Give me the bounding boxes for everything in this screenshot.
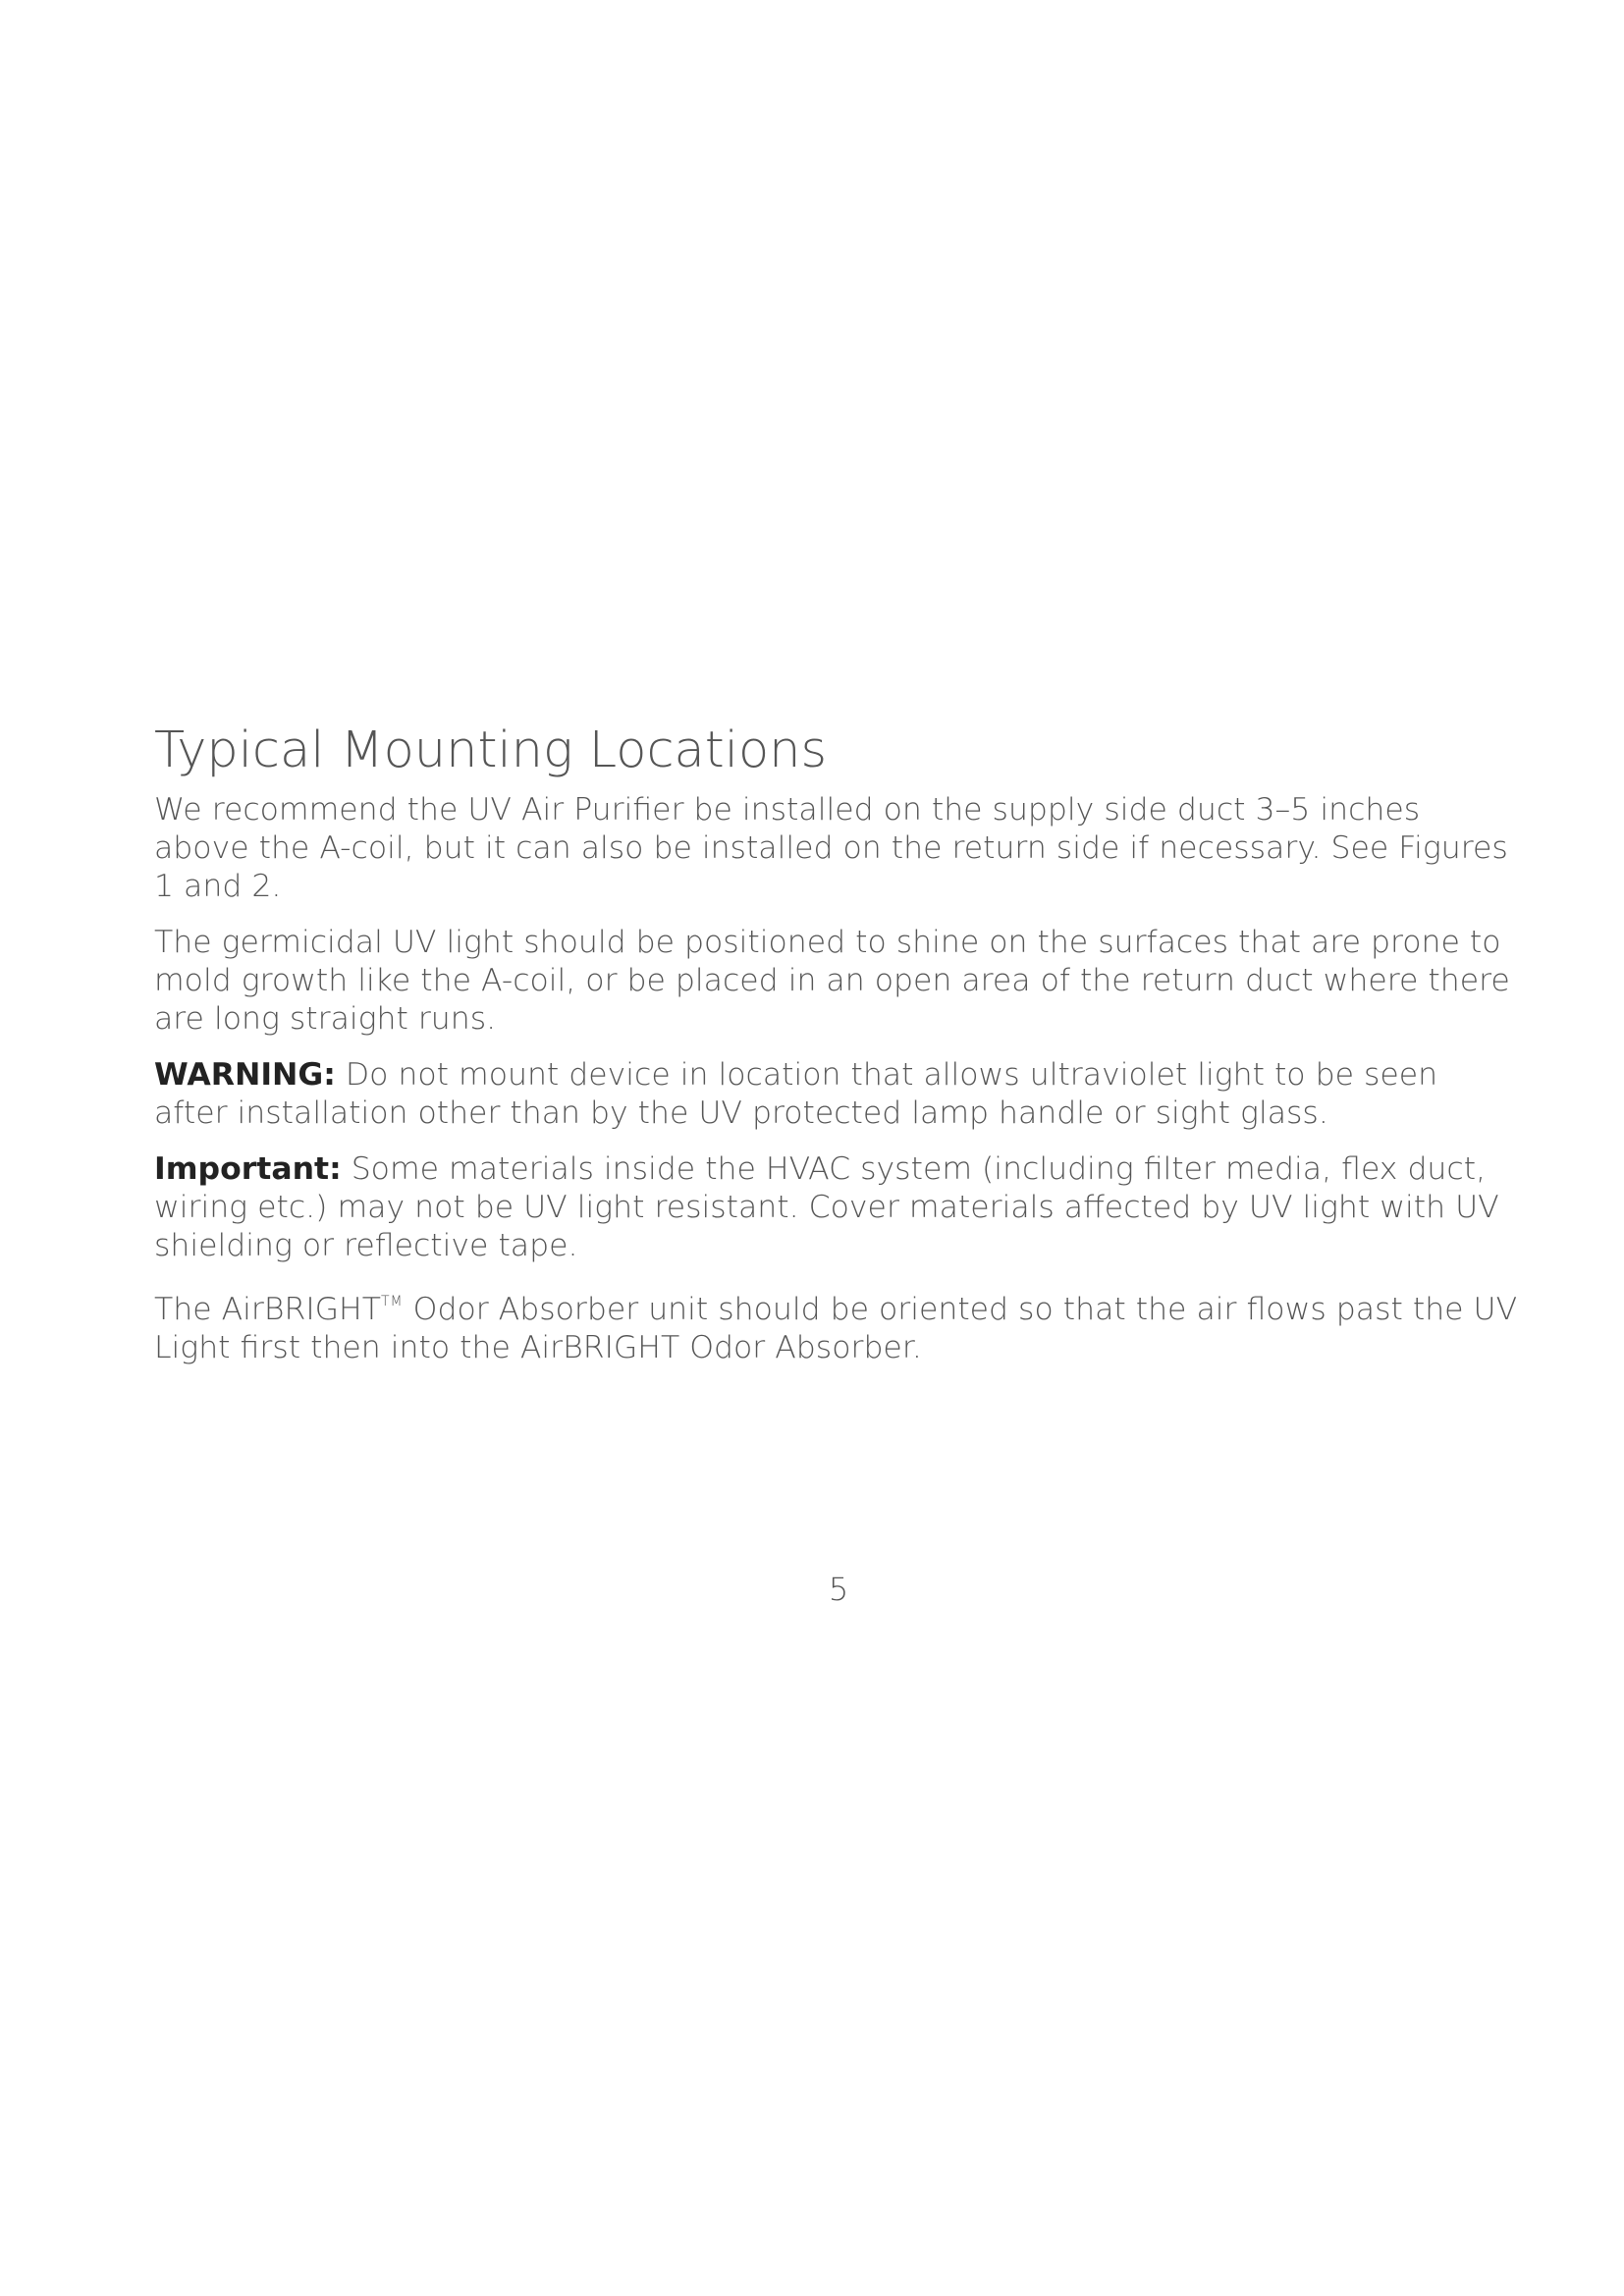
page-content <box>154 719 1519 1385</box>
paragraph-orientation <box>154 1283 1519 1367</box>
section-heading: Typical Mounting Locations <box>154 721 828 779</box>
warning-label: WARNING: <box>154 1057 336 1093</box>
important-paragraph <box>154 1150 1519 1265</box>
orientation-text-end: Odor Absorber unit should be oriented so that the air flows past the UV Light first then into the AirBRIGHT Odor Absorber. <box>154 1292 1518 1365</box>
orientation-text-start: The AirBRIGHT <box>154 1292 381 1327</box>
trademark-symbol: TM <box>381 1294 404 1309</box>
important-text: Some materials inside the HVAC system (including filter media, flex duct, wiring etc.) may not be UV light resistant. Cover materials affected by UV light with UV shielding or reflective tape. <box>154 1151 1499 1263</box>
warning-paragraph <box>154 1056 1519 1133</box>
important-label: Important: <box>154 1151 342 1187</box>
warning-text: Do not mount device in location that allows ultraviolet light to be seen after installation other than by the UV protected lamp handle or sight glass. <box>154 1057 1438 1131</box>
page-number: 5 <box>828 1571 849 1608</box>
paragraph-recommendation: We recommend the UV Air Purifier be installed on the supply side duct 3–5 inches above the A-coil, but it can also be installed on the return side if necessary. See Figures 1 and 2. <box>154 792 1508 904</box>
paragraph-positioning: The germicidal UV light should be positioned to shine on the surfaces that are prone to mold growth like the A-coil, or be placed in an open area of the return duct where there are long straight runs. <box>154 925 1510 1037</box>
